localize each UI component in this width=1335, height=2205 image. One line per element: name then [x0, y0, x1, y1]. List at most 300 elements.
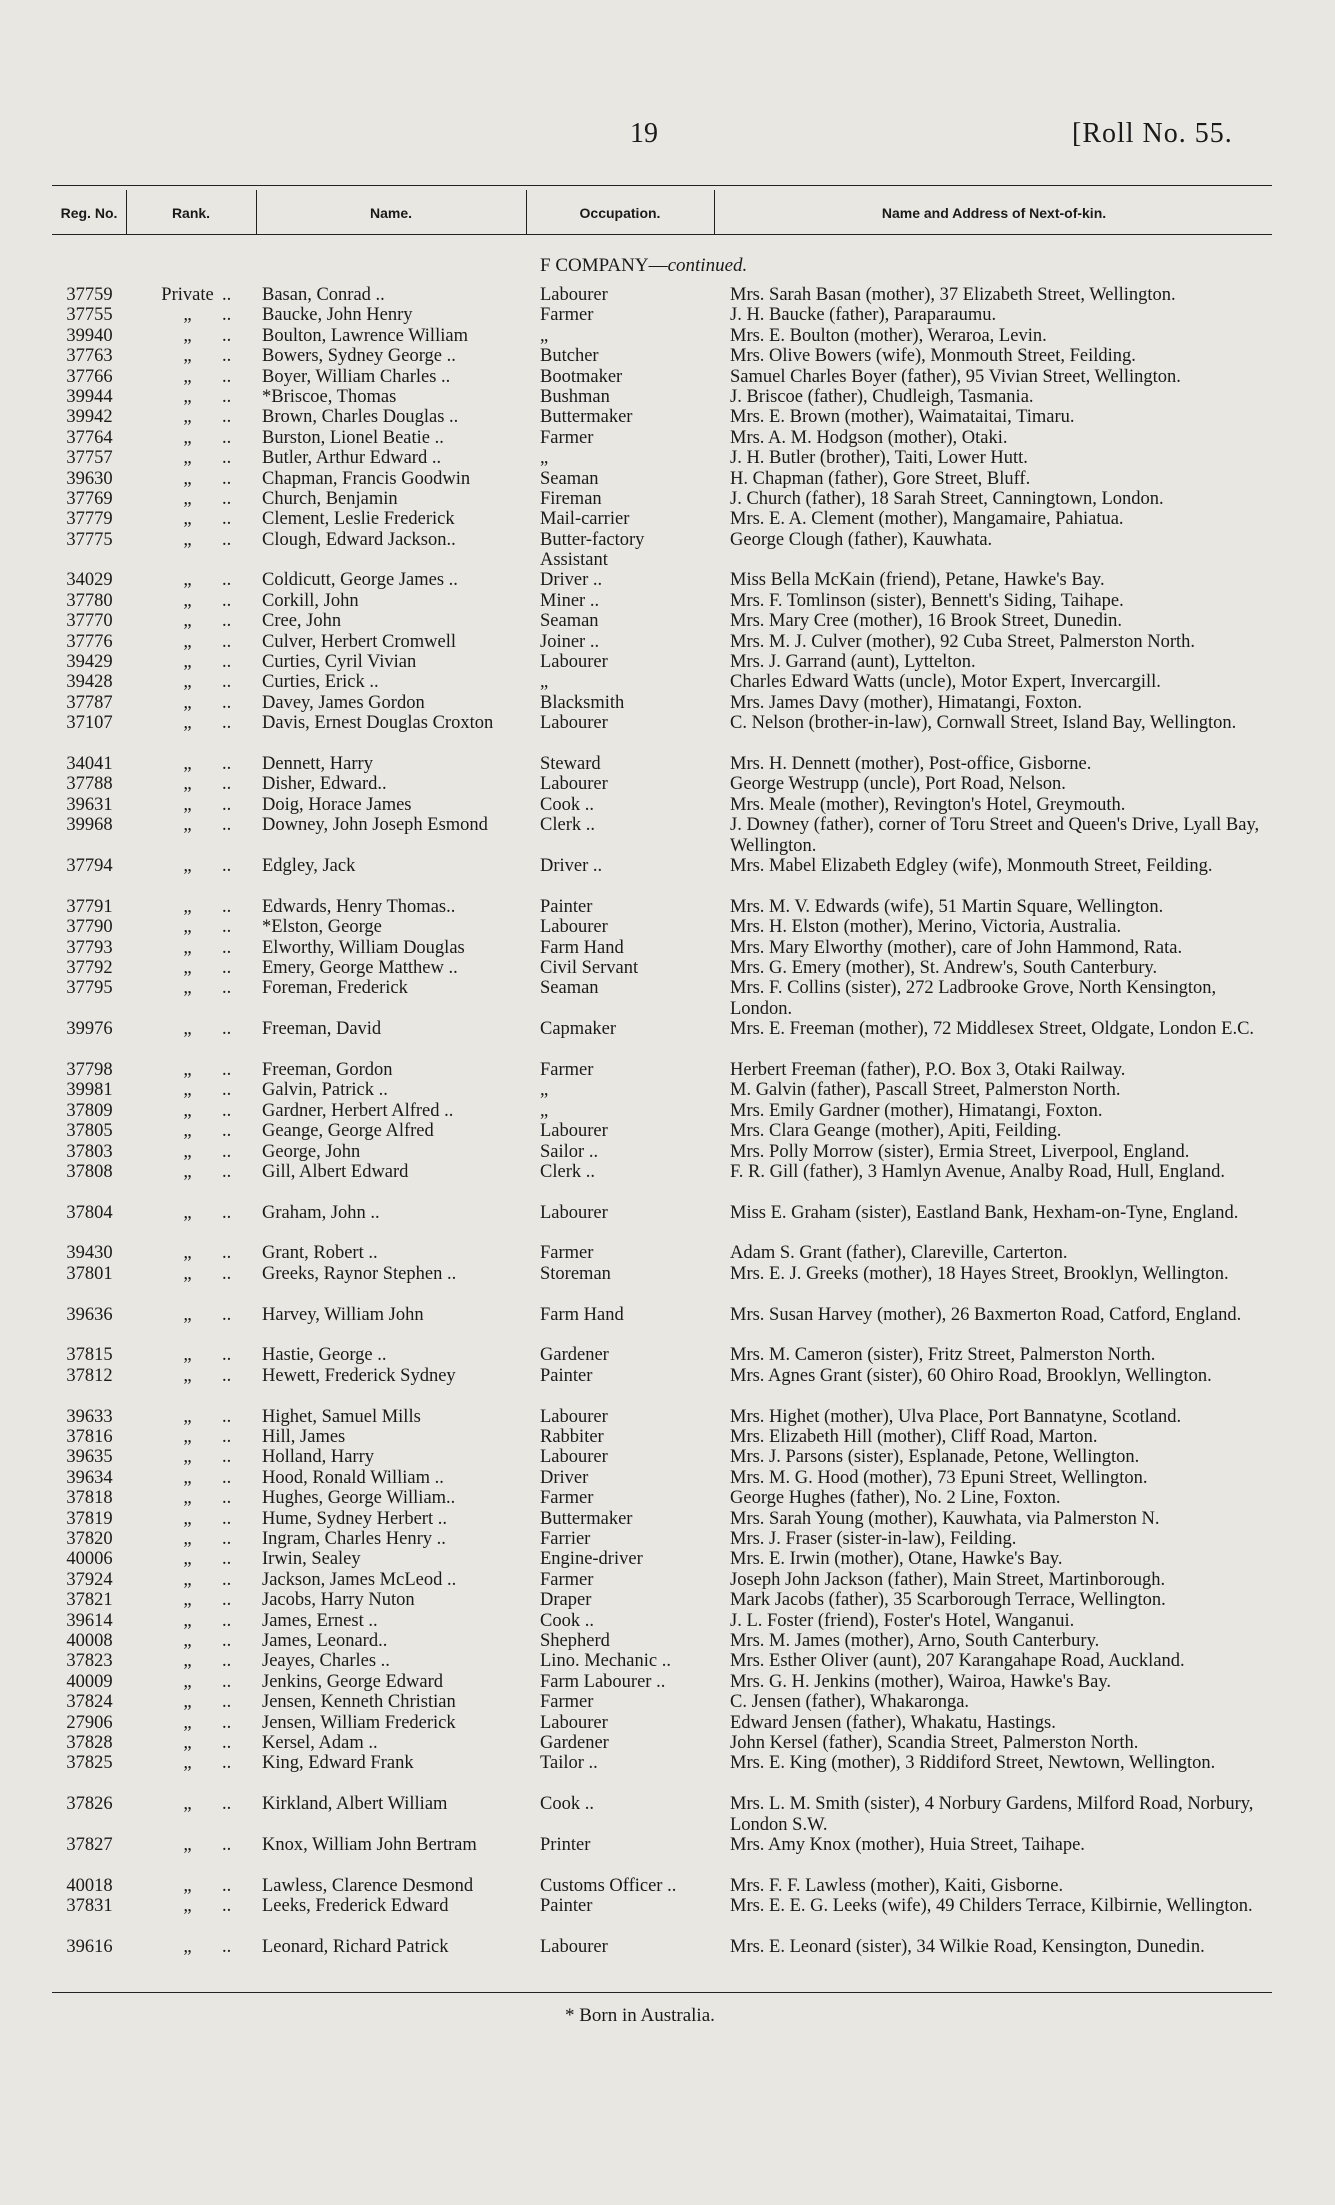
footnote: * Born in Australia.: [565, 2005, 715, 2026]
rank: „: [183, 468, 192, 489]
reg-no: 39428: [66, 672, 113, 693]
rank: „: [183, 917, 192, 938]
soldier-name: Greeks, Raynor Stephen ..: [262, 1263, 457, 1284]
occupation: Cook ..: [540, 1610, 594, 1631]
next-of-kin: Mark Jacobs (father), 35 Scarborough Terrace, Wellington.: [730, 1590, 1166, 1611]
leader-dots: ..: [222, 794, 232, 815]
rank: „: [183, 590, 192, 611]
rank: „: [183, 957, 192, 978]
column-header-occupation: Occupation.: [579, 205, 661, 221]
reg-no: 37801: [66, 1263, 113, 1284]
soldier-name: Butler, Arthur Edward ..: [262, 448, 442, 469]
occupation: Blacksmith: [540, 692, 625, 713]
occupation: Mail-carrier: [540, 509, 630, 530]
occupation: Farrier: [540, 1529, 591, 1549]
rank: „: [183, 1059, 192, 1080]
next-of-kin: Mrs. E. E. G. Leeks (wife), 49 Childers Terrace, Kilbirnie, Wellington.: [730, 1896, 1253, 1917]
rank: „: [183, 1141, 192, 1162]
next-of-kin: Mrs. M. G. Hood (mother), 73 Epuni Street, Wellington.: [730, 1467, 1148, 1488]
occupation: „: [540, 672, 549, 693]
next-of-kin: Samuel Charles Boyer (father), 95 Vivian Street, Wellington.: [730, 366, 1181, 387]
occupation: Shepherd: [540, 1630, 610, 1651]
table-row: [0, 448, 1335, 468]
table-row: [0, 1794, 1335, 1835]
table-row: [0, 1447, 1335, 1467]
leader-dots: ..: [222, 1406, 232, 1427]
soldier-name: Grant, Robert ..: [262, 1243, 378, 1264]
table-row: [0, 795, 1335, 815]
leader-dots: ..: [222, 325, 232, 346]
occupation: Clerk ..: [540, 1161, 595, 1182]
next-of-kin: Mrs. F. F. Lawless (mother), Kaiti, Gisborne.: [730, 1875, 1064, 1896]
reg-no: 37816: [66, 1427, 113, 1448]
table-row: [0, 1488, 1335, 1508]
table-row: [0, 1305, 1335, 1346]
next-of-kin: Mrs. A. M. Hodgson (mother), Otaki.: [730, 427, 1008, 448]
rank: „: [183, 448, 192, 469]
occupation: Lino. Mechanic ..: [540, 1651, 671, 1672]
leader-dots: ..: [222, 1529, 232, 1549]
rank: „: [183, 672, 192, 693]
next-of-kin: F. R. Gill (father), 3 Hamlyn Avenue, Analby Road, Hull, England.: [730, 1161, 1226, 1182]
soldier-name: Graham, John ..: [262, 1202, 380, 1223]
next-of-kin: Mrs. Mary Elworthy (mother), care of John Hammond, Rata.: [730, 937, 1183, 958]
occupation: Driver: [540, 1467, 589, 1488]
table-row: [0, 1549, 1335, 1569]
leader-dots: ..: [222, 1875, 232, 1896]
reg-no: 37763: [66, 346, 113, 367]
table-row: [0, 1631, 1335, 1651]
soldier-name: Freeman, Gordon: [262, 1059, 393, 1080]
next-of-kin: Miss E. Graham (sister), Eastland Bank, Hexham-on-Tyne, England.: [730, 1202, 1239, 1223]
leader-dots: ..: [222, 917, 232, 938]
occupation: Farmer: [540, 1569, 594, 1590]
occupation: Farm Labourer ..: [540, 1671, 666, 1692]
rank: „: [183, 1508, 192, 1529]
rank: „: [183, 1569, 192, 1590]
occupation: Butcher: [540, 346, 599, 367]
table-row: [0, 1407, 1335, 1427]
soldier-name: Foreman, Frederick: [262, 978, 408, 999]
table-row: [0, 1203, 1335, 1244]
leader-dots: ..: [222, 815, 232, 836]
table-row: [0, 1427, 1335, 1447]
soldier-name: Brown, Charles Douglas ..: [262, 407, 459, 428]
soldier-name: Clough, Edward Jackson..: [262, 529, 456, 550]
next-of-kin: Mrs. E. Irwin (mother), Otane, Hawke's Bay.: [730, 1549, 1063, 1570]
table-row: [0, 1162, 1335, 1203]
rank: „: [183, 1243, 192, 1264]
reg-no: 39981: [66, 1080, 113, 1101]
table-row: [0, 1468, 1335, 1488]
rank: „: [183, 937, 192, 958]
leader-dots: ..: [222, 448, 232, 469]
soldier-name: Jenkins, George Edward: [262, 1671, 444, 1692]
table-row: [0, 428, 1335, 448]
occupation: Bushman: [540, 386, 610, 407]
next-of-kin: George Clough (father), Kauwhata.: [730, 529, 993, 550]
leader-dots: ..: [222, 468, 232, 489]
rank: „: [183, 1936, 192, 1957]
next-of-kin: Mrs. Agnes Grant (sister), 60 Ohiro Road, Brooklyn, Wellington.: [730, 1365, 1212, 1386]
next-of-kin: Mrs. H. Elston (mother), Merino, Victoria, Australia.: [730, 917, 1122, 938]
soldier-name: Downey, John Joseph Esmond: [262, 815, 488, 836]
leader-dots: ..: [222, 570, 232, 591]
table-row: [0, 1345, 1335, 1365]
soldier-name: Clement, Leslie Frederick: [262, 509, 455, 530]
soldier-name: Lawless, Clarence Desmond: [262, 1875, 474, 1896]
occupation: Capmaker: [540, 1019, 617, 1040]
occupation: Farm Hand: [540, 1304, 624, 1325]
reg-no: 37808: [66, 1161, 113, 1182]
soldier-name: Leonard, Richard Patrick: [262, 1936, 449, 1957]
reg-no: 37831: [66, 1896, 113, 1917]
occupation: „: [540, 1080, 549, 1101]
soldier-name: Culver, Herbert Cromwell: [262, 631, 456, 652]
rank: „: [183, 1304, 192, 1325]
next-of-kin: George Hughes (father), No. 2 Line, Foxton.: [730, 1488, 1061, 1509]
reg-no: 40018: [66, 1875, 113, 1896]
table-row: [0, 632, 1335, 652]
table-row: [0, 754, 1335, 774]
next-of-kin: Mrs. J. Fraser (sister-in-law), Feilding.: [730, 1529, 1017, 1549]
soldier-name: Kirkland, Albert William: [262, 1794, 448, 1815]
next-of-kin: J. Church (father), 18 Sarah Street, Canningtown, London.: [730, 488, 1164, 509]
next-of-kin: Mrs. E. Boulton (mother), Weraroa, Levin.: [730, 325, 1047, 346]
occupation: Butter-factory Assistant: [540, 529, 645, 571]
table-row: [0, 489, 1335, 509]
leader-dots: ..: [222, 1059, 232, 1080]
rank: „: [183, 1753, 192, 1774]
rank: „: [183, 692, 192, 713]
section-subtitle: continued.: [667, 255, 748, 276]
rank: „: [183, 1529, 192, 1549]
rank: „: [183, 1651, 192, 1672]
leader-dots: ..: [222, 1243, 232, 1264]
leader-dots: ..: [222, 672, 232, 693]
occupation: Labourer: [540, 1936, 608, 1957]
rank: „: [183, 1263, 192, 1284]
next-of-kin: Mrs. Clara Geange (mother), Apiti, Feilding.: [730, 1121, 1062, 1142]
table-row: [0, 1590, 1335, 1610]
reg-no: 37803: [66, 1141, 113, 1162]
rank: „: [183, 1019, 192, 1040]
leader-dots: ..: [222, 1834, 232, 1855]
reg-no: 34029: [66, 570, 113, 591]
table-row: [0, 978, 1335, 1019]
table-row: [0, 958, 1335, 978]
next-of-kin: Mrs. Highet (mother), Ulva Place, Port Bannatyne, Scotland.: [730, 1406, 1182, 1427]
reg-no: 39942: [66, 407, 113, 428]
table-row: [0, 1019, 1335, 1060]
next-of-kin: J. H. Baucke (father), Paraparaumu.: [730, 305, 997, 326]
occupation: Painter: [540, 1896, 593, 1917]
reg-no: 37793: [66, 937, 113, 958]
rank: „: [183, 1794, 192, 1815]
table-row: [0, 1937, 1335, 1978]
next-of-kin: Mrs. Mabel Elizabeth Edgley (wife), Monmouth Street, Feilding.: [730, 855, 1213, 876]
soldier-name: James, Ernest ..: [262, 1610, 378, 1631]
rank: „: [183, 754, 192, 775]
occupation: Gardener: [540, 1732, 609, 1753]
soldier-name: Harvey, William John: [262, 1304, 424, 1325]
table-row: [0, 774, 1335, 794]
occupation: Clerk ..: [540, 815, 595, 836]
soldier-name: Chapman, Francis Goodwin: [262, 468, 471, 489]
occupation: Labourer: [540, 1712, 608, 1733]
leader-dots: ..: [222, 1427, 232, 1448]
soldier-name: Curties, Erick ..: [262, 672, 379, 693]
occupation: Seaman: [540, 468, 599, 489]
leader-dots: ..: [222, 346, 232, 367]
next-of-kin: Charles Edward Watts (uncle), Motor Expert, Invercargill.: [730, 672, 1161, 693]
occupation: Miner ..: [540, 590, 600, 611]
next-of-kin: Edward Jensen (father), Whakatu, Hastings.: [730, 1712, 1056, 1733]
leader-dots: ..: [222, 652, 232, 673]
table-row: [0, 1509, 1335, 1529]
leader-dots: ..: [222, 1590, 232, 1611]
column-header-rank: Rank.: [171, 205, 211, 221]
rank: „: [183, 1080, 192, 1101]
table-row: [0, 713, 1335, 754]
soldier-name: Cree, John: [262, 611, 342, 632]
leader-dots: ..: [222, 1712, 232, 1733]
reg-no: 37815: [66, 1345, 113, 1366]
occupation: „: [540, 1100, 549, 1121]
next-of-kin: Mrs. Sarah Young (mother), Kauwhata, via Palmerston N.: [730, 1508, 1160, 1529]
occupation: Storeman: [540, 1263, 611, 1284]
next-of-kin: Miss Bella McKain (friend), Petane, Hawke's Bay.: [730, 570, 1105, 591]
occupation: Tailor ..: [540, 1753, 598, 1774]
reg-no: 37794: [66, 855, 113, 876]
leader-dots: ..: [222, 1019, 232, 1040]
table-row: [0, 407, 1335, 427]
reg-no: 37757: [66, 448, 113, 469]
rank: „: [183, 488, 192, 509]
next-of-kin: Mrs. G. Emery (mother), St. Andrew's, South Canterbury.: [730, 957, 1158, 978]
reg-no: 37779: [66, 509, 113, 530]
soldier-name: Coldicutt, George James ..: [262, 570, 458, 591]
reg-no: 37788: [66, 774, 113, 795]
next-of-kin: Mrs. E. Leonard (sister), 34 Wilkie Road, Kensington, Dunedin.: [730, 1936, 1205, 1957]
reg-no: 37805: [66, 1121, 113, 1142]
next-of-kin: Mrs. L. M. Smith (sister), 4 Norbury Gardens, Milford Road, Norbury, London S.W.: [730, 1794, 1254, 1835]
rank: „: [183, 1447, 192, 1468]
occupation: Steward: [540, 754, 601, 775]
rank: „: [183, 1549, 192, 1570]
occupation: Labourer: [540, 713, 608, 734]
leader-dots: ..: [222, 1080, 232, 1101]
rank: „: [183, 1161, 192, 1182]
reg-no: 40009: [66, 1671, 113, 1692]
soldier-name: Boyer, William Charles ..: [262, 366, 451, 387]
leader-dots: ..: [222, 488, 232, 509]
table-row: [0, 1835, 1335, 1876]
reg-no: 39940: [66, 325, 113, 346]
reg-no: 39614: [66, 1610, 113, 1631]
table-row: [0, 1876, 1335, 1896]
soldier-name: Ingram, Charles Henry ..: [262, 1529, 446, 1549]
soldier-name: Davey, James Gordon: [262, 692, 425, 713]
reg-no: 40006: [66, 1549, 113, 1570]
soldier-name: Knox, William John Bertram: [262, 1834, 477, 1855]
leader-dots: ..: [222, 1610, 232, 1631]
table-row: [0, 1366, 1335, 1407]
leader-dots: ..: [222, 754, 232, 775]
soldier-name: Edgley, Jack: [262, 855, 356, 876]
leader-dots: ..: [222, 1345, 232, 1366]
reg-no: 39616: [66, 1936, 113, 1957]
soldier-name: Hastie, George ..: [262, 1345, 387, 1366]
next-of-kin: Joseph John Jackson (father), Main Street, Martinborough.: [730, 1569, 1166, 1590]
occupation: Fireman: [540, 488, 602, 509]
rank: „: [183, 1365, 192, 1386]
reg-no: 34041: [66, 754, 113, 775]
reg-no: 39944: [66, 386, 113, 407]
table-row: [0, 652, 1335, 672]
soldier-name: Emery, George Matthew ..: [262, 957, 458, 978]
soldier-name: George, John: [262, 1141, 361, 1162]
column-header-reg: Reg. No.: [60, 205, 118, 221]
rank: „: [183, 631, 192, 652]
next-of-kin: Mrs. Susan Harvey (mother), 26 Baxmerton Road, Catford, England.: [730, 1304, 1242, 1325]
leader-dots: ..: [222, 1651, 232, 1672]
occupation: Cook ..: [540, 1794, 594, 1815]
soldier-name: Holland, Harry: [262, 1447, 374, 1468]
soldier-name: Freeman, David: [262, 1019, 382, 1040]
occupation: Buttermaker: [540, 407, 633, 428]
soldier-name: Hood, Ronald William ..: [262, 1467, 444, 1488]
table-row: [0, 693, 1335, 713]
rank: „: [183, 346, 192, 367]
reg-no: 39636: [66, 1304, 113, 1325]
occupation: Driver ..: [540, 855, 603, 876]
section-heading: [540, 255, 747, 277]
table-row: [0, 1753, 1335, 1794]
reg-no: 39634: [66, 1467, 113, 1488]
occupation: Labourer: [540, 285, 608, 305]
next-of-kin: Mrs. M. J. Culver (mother), 92 Cuba Street, Palmerston North.: [730, 631, 1196, 652]
table-row: [0, 1713, 1335, 1733]
occupation: Seaman: [540, 611, 599, 632]
occupation: Farmer: [540, 305, 594, 326]
occupation: Cook ..: [540, 794, 594, 815]
rank: „: [183, 896, 192, 917]
reg-no: 37775: [66, 529, 113, 550]
occupation: Labourer: [540, 1202, 608, 1223]
soldier-name: Jensen, Kenneth Christian: [262, 1692, 456, 1713]
next-of-kin: Mrs. M. James (mother), Arno, South Canterbury.: [730, 1630, 1100, 1651]
soldier-name: Basan, Conrad ..: [262, 285, 385, 305]
table-row: [0, 326, 1335, 346]
reg-no: 37798: [66, 1059, 113, 1080]
rank: „: [183, 386, 192, 407]
rank: „: [183, 1121, 192, 1142]
rank: „: [183, 570, 192, 591]
table-row: [0, 856, 1335, 897]
soldier-name: James, Leonard..: [262, 1630, 388, 1651]
table-row: [0, 1264, 1335, 1305]
reg-no: 37804: [66, 1202, 113, 1223]
reg-no: 37827: [66, 1834, 113, 1855]
rank: „: [183, 529, 192, 550]
rank: „: [183, 1345, 192, 1366]
rank: „: [183, 978, 192, 999]
next-of-kin: Mrs. Polly Morrow (sister), Ermia Street, Liverpool, England.: [730, 1141, 1190, 1162]
rank: „: [183, 1406, 192, 1427]
next-of-kin: H. Chapman (father), Gore Street, Bluff.: [730, 468, 1031, 489]
next-of-kin: Mrs. James Davy (mother), Himatangi, Foxton.: [730, 692, 1082, 713]
next-of-kin: Mrs. E. J. Greeks (mother), 18 Hayes Street, Brooklyn, Wellington.: [730, 1263, 1229, 1284]
table-row: [0, 1243, 1335, 1263]
rank: „: [183, 855, 192, 876]
rank: „: [183, 815, 192, 836]
soldier-name: Jacobs, Harry Nuton: [262, 1590, 415, 1611]
occupation: Gardener: [540, 1345, 609, 1366]
rank: Private: [161, 285, 214, 305]
occupation: Painter: [540, 896, 593, 917]
rank: „: [183, 713, 192, 734]
table-row: [0, 1611, 1335, 1631]
rank: „: [183, 1671, 192, 1692]
leader-dots: ..: [222, 1447, 232, 1468]
leader-dots: ..: [222, 631, 232, 652]
table-row: [0, 1121, 1335, 1141]
table-row: [0, 1060, 1335, 1080]
table-row: [0, 1529, 1335, 1549]
occupation: Farmer: [540, 1488, 594, 1509]
next-of-kin: Mrs. E. A. Clement (mother), Mangamaire, Pahiatua.: [730, 509, 1124, 530]
table-row: [0, 591, 1335, 611]
occupation: Customs Officer ..: [540, 1875, 677, 1896]
rank: „: [183, 1630, 192, 1651]
leader-dots: ..: [222, 1732, 232, 1753]
soldier-name: Irwin, Sealey: [262, 1549, 361, 1570]
next-of-kin: J. Downey (father), corner of Toru Street and Queen's Drive, Lyall Bay, Wellington.: [730, 815, 1260, 856]
next-of-kin: Mrs. Olive Bowers (wife), Monmouth Street, Feilding.: [730, 346, 1136, 367]
rank: „: [183, 325, 192, 346]
leader-dots: ..: [222, 1121, 232, 1142]
soldier-name: Baucke, John Henry: [262, 305, 413, 326]
rank: „: [183, 1712, 192, 1733]
reg-no: 37759: [66, 285, 113, 305]
soldier-name: Galvin, Patrick ..: [262, 1080, 388, 1101]
rank: „: [183, 1896, 192, 1917]
leader-dots: ..: [222, 285, 232, 305]
table-row: [0, 917, 1335, 937]
next-of-kin: Mrs. Mary Cree (mother), 16 Brook Street, Dunedin.: [730, 611, 1123, 632]
next-of-kin: Mrs. E. Brown (mother), Waimataitai, Timaru.: [730, 407, 1075, 428]
reg-no: 37924: [66, 1569, 113, 1590]
rank: „: [183, 366, 192, 387]
reg-no: 37795: [66, 978, 113, 999]
table-row: [0, 367, 1335, 387]
occupation: Labourer: [540, 652, 608, 673]
table-row: [0, 1733, 1335, 1753]
rank: „: [183, 1692, 192, 1713]
rank: „: [183, 427, 192, 448]
rank: „: [183, 1834, 192, 1855]
soldier-name: Boulton, Lawrence William: [262, 325, 468, 346]
column-header-name: Name.: [369, 205, 413, 221]
leader-dots: ..: [222, 896, 232, 917]
rank: „: [183, 407, 192, 428]
reg-no: 37818: [66, 1488, 113, 1509]
occupation: Farmer: [540, 1692, 594, 1713]
reg-no: 37780: [66, 590, 113, 611]
table-row: [0, 1672, 1335, 1692]
next-of-kin: Mrs. H. Dennett (mother), Post-office, Gisborne.: [730, 754, 1092, 775]
